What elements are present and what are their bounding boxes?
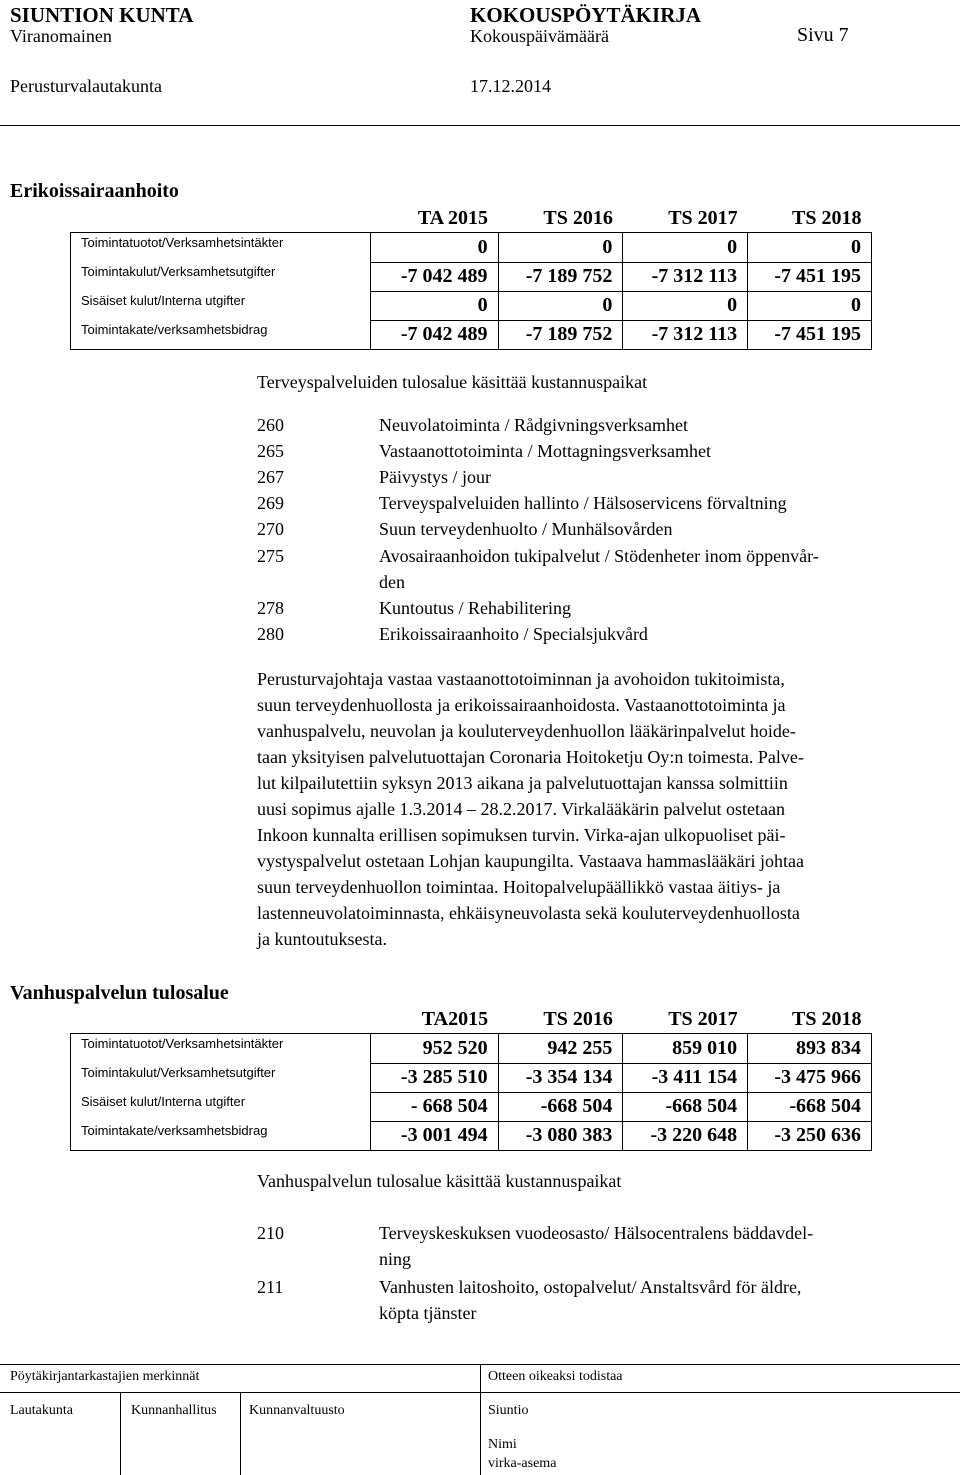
footer-checkers-label: Pöytäkirjantarkastajien merkinnät bbox=[10, 1369, 200, 1384]
paragraph-line: lut kilpailutettiin syksyn 2013 aikana ja palvelutuottajan kanssa solmittiin bbox=[257, 773, 788, 793]
table-cell: 0 bbox=[748, 291, 872, 320]
table-cell: - 668 504 bbox=[370, 1092, 498, 1121]
table-row bbox=[71, 1121, 872, 1151]
table-cell: -7 189 752 bbox=[498, 320, 623, 350]
row-label: Sisäiset kulut/Interna utgifter bbox=[71, 291, 371, 320]
table-cell: 0 bbox=[623, 233, 748, 263]
table-cell: -7 312 113 bbox=[623, 320, 748, 350]
column-header: TS 2016 bbox=[543, 207, 613, 229]
table-cell: 859 010 bbox=[623, 1034, 748, 1064]
table-cell: -3 250 636 bbox=[748, 1121, 872, 1151]
section-title-specialist-care: Erikoissairaanhoito bbox=[10, 180, 179, 202]
cost-center-code: 270 bbox=[257, 519, 284, 539]
cost-center-code: 275 bbox=[257, 546, 284, 566]
footer-name-label: Nimi bbox=[488, 1437, 517, 1452]
cost-center-name-continued: köpta tjänster bbox=[379, 1303, 477, 1323]
table-cell: -3 220 648 bbox=[623, 1121, 748, 1151]
table-cell: -3 080 383 bbox=[498, 1121, 623, 1151]
cost-center-name: Kuntoutus / Rehabilitering bbox=[379, 598, 571, 618]
cost-center-code: 211 bbox=[257, 1277, 284, 1297]
table-cell: 0 bbox=[623, 291, 748, 320]
footer-center-divider bbox=[480, 1364, 481, 1475]
table-header-row bbox=[71, 205, 872, 233]
table-cell: -7 312 113 bbox=[623, 262, 748, 291]
cost-centers-intro: Terveyspalveluiden tulosalue käsittää kustannuspaikat bbox=[257, 372, 648, 392]
row-label: Toimintakate/verksamhetsbidrag bbox=[71, 320, 371, 350]
specialist-finance-table bbox=[70, 205, 872, 350]
footer-board-kunnanhallitus: Kunnanhallitus bbox=[131, 1403, 217, 1418]
footer-col-divider bbox=[120, 1392, 121, 1475]
table-row bbox=[71, 233, 872, 263]
table-row bbox=[71, 291, 872, 320]
cost-center-code: 265 bbox=[257, 441, 284, 461]
municipality-name: SIUNTION KUNTA bbox=[10, 3, 194, 27]
cost-center-name: Vanhusten laitoshoito, ostopalvelut/ Anstaltsvård för äldre, bbox=[379, 1277, 802, 1297]
table-row bbox=[71, 320, 872, 350]
cost-center-code: 278 bbox=[257, 598, 284, 618]
paragraph-line: vanhuspalvelu, neuvolan ja kouluterveydenhuollon lääkärinpalvelut hoide- bbox=[257, 721, 796, 741]
row-label: Sisäiset kulut/Interna utgifter bbox=[71, 1092, 371, 1121]
table-cell: -3 001 494 bbox=[370, 1121, 498, 1151]
meeting-date: 17.12.2014 bbox=[470, 76, 551, 96]
cost-center-name: Päivystys / jour bbox=[379, 467, 492, 487]
paragraph-line: suun terveydenhuollosta ja erikoissairaanhoidosta. Vastaanottotoiminta ja bbox=[257, 695, 786, 715]
paragraph-line: uusi sopimus ajalle 1.3.2014 – 28.2.2017. Virkalääkärin palvelut ostetaan bbox=[257, 799, 785, 819]
cost-center-code: 260 bbox=[257, 415, 284, 435]
column-header: TS 2018 bbox=[792, 207, 862, 229]
column-header: TS 2018 bbox=[792, 1008, 862, 1030]
footer-place: Siuntio bbox=[488, 1403, 529, 1418]
footer-title-label: virka-asema bbox=[488, 1456, 557, 1471]
paragraph-line: Inkoon kunnalta erillisen sopimuksen turvin. Virka-ajan ulkopuoliset päi- bbox=[257, 825, 786, 845]
paragraph-line: Perusturvajohtaja vastaa vastaanottotoiminnan ja avohoidon tukitoimista, bbox=[257, 669, 785, 689]
page-number: Sivu 7 bbox=[797, 24, 849, 46]
authority-name: Perusturvalautakunta bbox=[10, 76, 162, 96]
paragraph-line: ja kuntoutuksesta. bbox=[257, 929, 387, 949]
table-cell: -7 042 489 bbox=[370, 320, 498, 350]
table-row bbox=[71, 1034, 872, 1064]
footer-copy-label: Otteen oikeaksi todistaa bbox=[488, 1369, 623, 1384]
footer-board-lautakunta: Lautakunta bbox=[10, 1403, 73, 1418]
table-cell: 0 bbox=[498, 233, 623, 263]
paragraph-line: vystyspalvelut ostetaan Lohjan kaupungilta. Vastaava hammaslääkäri johtaa bbox=[257, 851, 805, 871]
row-label: Toimintakulut/Verksamhetsutgifter bbox=[71, 1063, 371, 1092]
cost-center-code: 280 bbox=[257, 624, 284, 644]
authority-label: Viranomainen bbox=[10, 26, 112, 46]
cost-center-name: Suun terveydenhuolto / Munhälsovården bbox=[379, 519, 673, 539]
table-cell: -7 451 195 bbox=[748, 320, 872, 350]
cost-center-name: Neuvolatoiminta / Rådgivningsverksamhet bbox=[379, 415, 688, 435]
header-divider bbox=[0, 125, 960, 126]
table-cell: -7 189 752 bbox=[498, 262, 623, 291]
cost-center-code: 210 bbox=[257, 1223, 284, 1243]
cost-centers-intro: Vanhuspalvelun tulosalue käsittää kustannuspaikat bbox=[257, 1171, 622, 1191]
table-row bbox=[71, 262, 872, 291]
table-cell: -3 411 154 bbox=[623, 1063, 748, 1092]
specialist-description-paragraph bbox=[257, 666, 804, 952]
table-cell: 893 834 bbox=[748, 1034, 872, 1064]
row-label: Toimintatuotot/Verksamhetsintäkter bbox=[71, 233, 371, 263]
table-row bbox=[71, 1063, 872, 1092]
paragraph-line: taan yksityisen palvelutuottajan Coronaria Hoitoketju Oy:n toimesta. Palve- bbox=[257, 747, 804, 767]
row-label: Toimintakulut/Verksamhetsutgifter bbox=[71, 262, 371, 291]
cost-center-name: Vastaanottotoiminta / Mottagningsverksamhet bbox=[379, 441, 711, 461]
cost-center-code: 267 bbox=[257, 467, 284, 487]
table-cell: -3 475 966 bbox=[748, 1063, 872, 1092]
section-title-elderly-care: Vanhuspalvelun tulosalue bbox=[10, 982, 229, 1004]
column-header: TA 2015 bbox=[417, 207, 489, 229]
table-cell: 0 bbox=[748, 233, 872, 263]
column-header: TS 2017 bbox=[668, 1008, 738, 1030]
table-header-row bbox=[71, 1006, 872, 1034]
table-cell: 0 bbox=[498, 291, 623, 320]
table-header-spacer bbox=[71, 1006, 371, 1034]
table-cell: 0 bbox=[370, 233, 498, 263]
table-cell: -7 451 195 bbox=[748, 262, 872, 291]
cost-center-name: Erikoissairaanhoito / Specialsjukvård bbox=[379, 624, 648, 644]
footer-board-kunnanvaltuusto: Kunnanvaltuusto bbox=[249, 1403, 345, 1418]
table-cell: 0 bbox=[370, 291, 498, 320]
column-header: TS 2017 bbox=[668, 207, 738, 229]
table-cell: -668 504 bbox=[623, 1092, 748, 1121]
cost-center-code: 269 bbox=[257, 493, 284, 513]
table-cell: -668 504 bbox=[748, 1092, 872, 1121]
cost-center-name-continued: den bbox=[379, 572, 405, 592]
cost-center-name: Terveyspalveluiden hallinto / Hälsoservicens förvaltning bbox=[379, 493, 787, 513]
table-cell: -668 504 bbox=[498, 1092, 623, 1121]
row-label: Toimintatuotot/Verksamhetsintäkter bbox=[71, 1034, 371, 1064]
column-header: TA2015 bbox=[421, 1008, 489, 1030]
table-cell: -7 042 489 bbox=[370, 262, 498, 291]
table-cell: -3 354 134 bbox=[498, 1063, 623, 1092]
footer-col-divider bbox=[240, 1392, 241, 1475]
paragraph-line: suun terveydenhuollon toimintaa. Hoitopalvelupäällikkö vastaa äitiys- ja bbox=[257, 877, 781, 897]
elderly-finance-table bbox=[70, 1006, 872, 1151]
cost-center-name-continued: ning bbox=[379, 1249, 412, 1269]
cost-center-name: Avosairaanhoidon tukipalvelut / Stödenheter inom öppenvår- bbox=[379, 546, 819, 566]
row-label: Toimintakate/verksamhetsbidrag bbox=[71, 1121, 371, 1151]
table-cell: 942 255 bbox=[498, 1034, 623, 1064]
table-header-spacer bbox=[71, 205, 371, 233]
table-cell: 952 520 bbox=[370, 1034, 498, 1064]
document-type: KOKOUSPÖYTÄKIRJA bbox=[470, 3, 702, 27]
cost-center-name: Terveyskeskuksen vuodeosasto/ Hälsocentralens bäddavdel- bbox=[379, 1223, 814, 1243]
table-row bbox=[71, 1092, 872, 1121]
table-cell: -3 285 510 bbox=[370, 1063, 498, 1092]
column-header: TS 2016 bbox=[543, 1008, 613, 1030]
paragraph-line: lastenneuvolatoiminnasta, ehkäisyneuvolasta sekä kouluterveydenhuollosta bbox=[257, 903, 800, 923]
meeting-date-label: Kokouspäivämäärä bbox=[470, 26, 609, 46]
